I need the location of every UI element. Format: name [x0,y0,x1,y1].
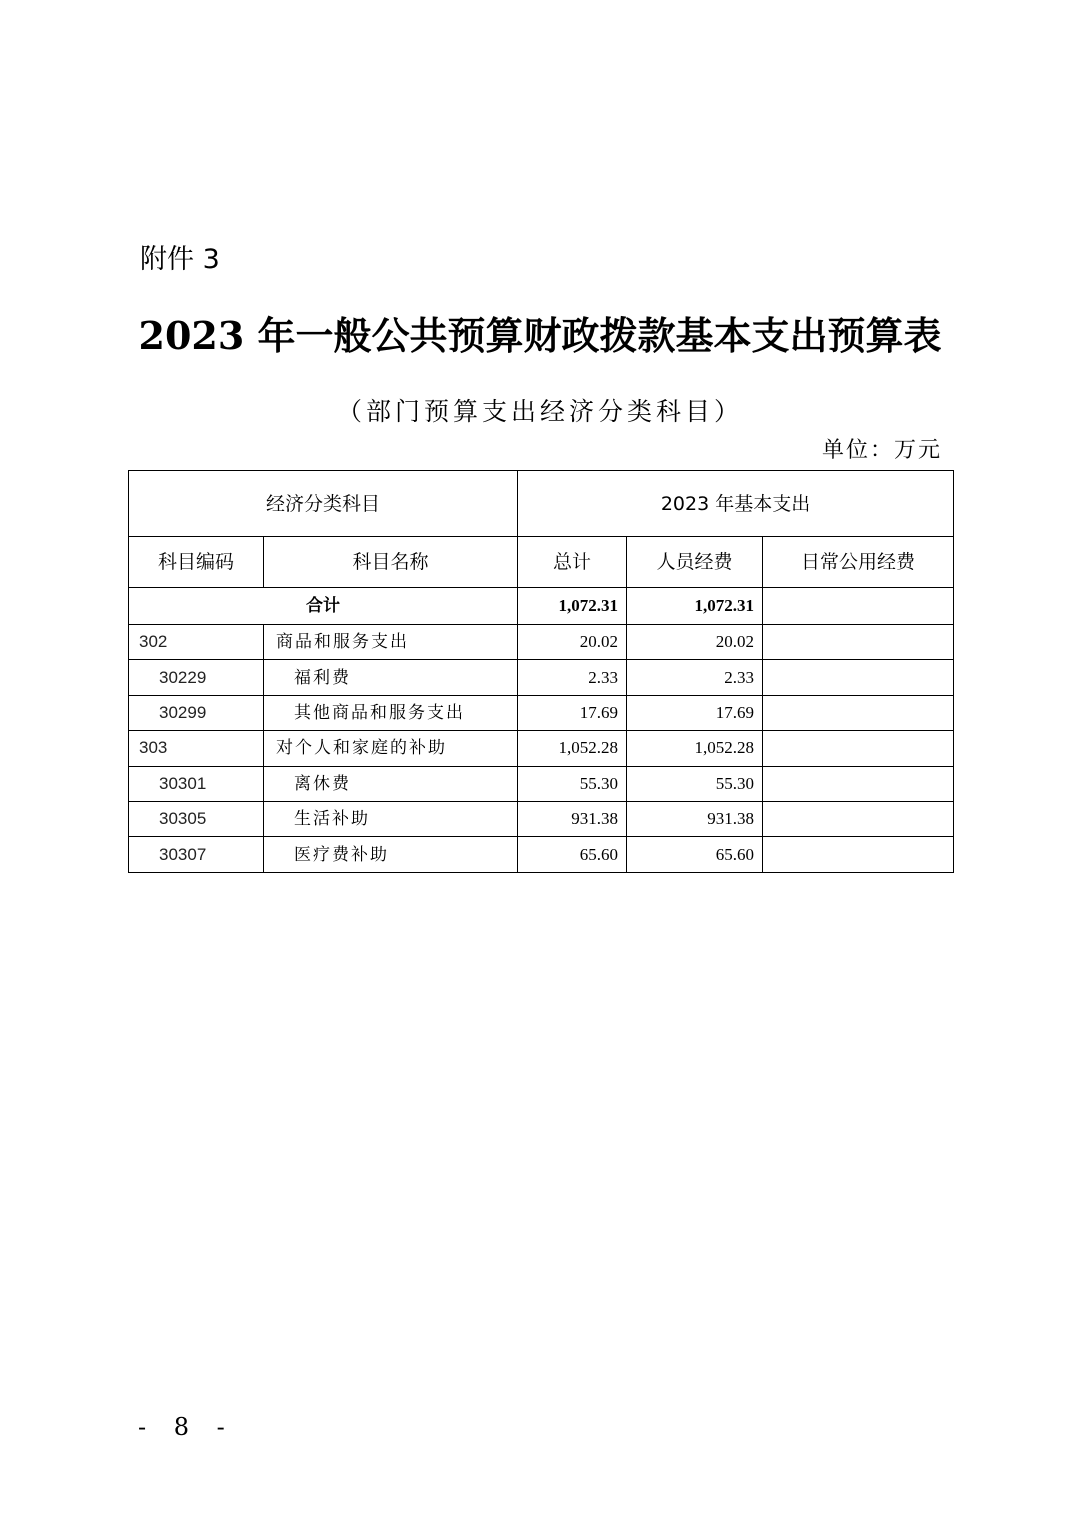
document-title: 2023 年一般公共预算财政拨款基本支出预算表 [138,313,942,358]
row-public [763,837,954,872]
row-public [763,660,954,695]
row-personnel: 17.69 [627,695,763,730]
row-code: 30307 [129,837,264,872]
row-name: 商品和服务支出 [264,625,518,660]
row-personnel: 55.30 [627,766,763,801]
row-total: 55.30 [518,766,627,801]
group-header-economic-category: 经济分类科目 [129,471,518,537]
row-code: 30299 [129,695,264,730]
row-code: 30301 [129,766,264,801]
row-personnel: 2.33 [627,660,763,695]
row-code: 30229 [129,660,264,695]
row-code: 30305 [129,801,264,836]
row-total: 1,052.28 [518,731,627,766]
row-name: 离休费 [264,766,518,801]
attachment-label: 附件 3 [140,244,220,275]
table-group-header-row [129,471,954,537]
column-header-personnel: 人员经费 [627,537,763,588]
total-row-personnel: 1,072.31 [627,588,763,625]
group-header-basic-expenditure: 2023 年基本支出 [518,471,954,537]
column-header-code: 科目编码 [129,537,264,588]
page-number: - 8 - [138,1413,235,1441]
unit-label: 单位：万元 [821,438,942,463]
row-personnel: 931.38 [627,801,763,836]
row-name: 对个人和家庭的补助 [264,731,518,766]
row-total: 2.33 [518,660,627,695]
total-row-total: 1,072.31 [518,588,627,625]
budget-table [128,470,954,873]
row-public [763,695,954,730]
row-personnel: 20.02 [627,625,763,660]
row-total: 20.02 [518,625,627,660]
column-header-total: 总计 [518,537,627,588]
total-row-public [763,588,954,625]
table-row [129,801,954,836]
row-public [763,625,954,660]
row-public [763,766,954,801]
row-public [763,731,954,766]
column-header-name: 科目名称 [264,537,518,588]
table-row [129,625,954,660]
total-row-label: 合计 [129,588,518,625]
table-column-header-row [129,537,954,588]
table-row [129,660,954,695]
row-total: 931.38 [518,801,627,836]
row-total: 65.60 [518,837,627,872]
row-total: 17.69 [518,695,627,730]
table-row [129,731,954,766]
row-name: 医疗费补助 [264,837,518,872]
row-personnel: 1,052.28 [627,731,763,766]
table-row [129,766,954,801]
row-name: 生活补助 [264,801,518,836]
row-public [763,801,954,836]
row-code: 303 [129,731,264,766]
row-name: 其他商品和服务支出 [264,695,518,730]
table-row [129,837,954,872]
column-header-public: 日常公用经费 [763,537,954,588]
row-personnel: 65.60 [627,837,763,872]
document-subtitle: （部门预算支出经济分类科目） [336,397,743,426]
row-name: 福利费 [264,660,518,695]
table-row [129,695,954,730]
row-code: 302 [129,625,264,660]
table-total-row [129,588,954,625]
